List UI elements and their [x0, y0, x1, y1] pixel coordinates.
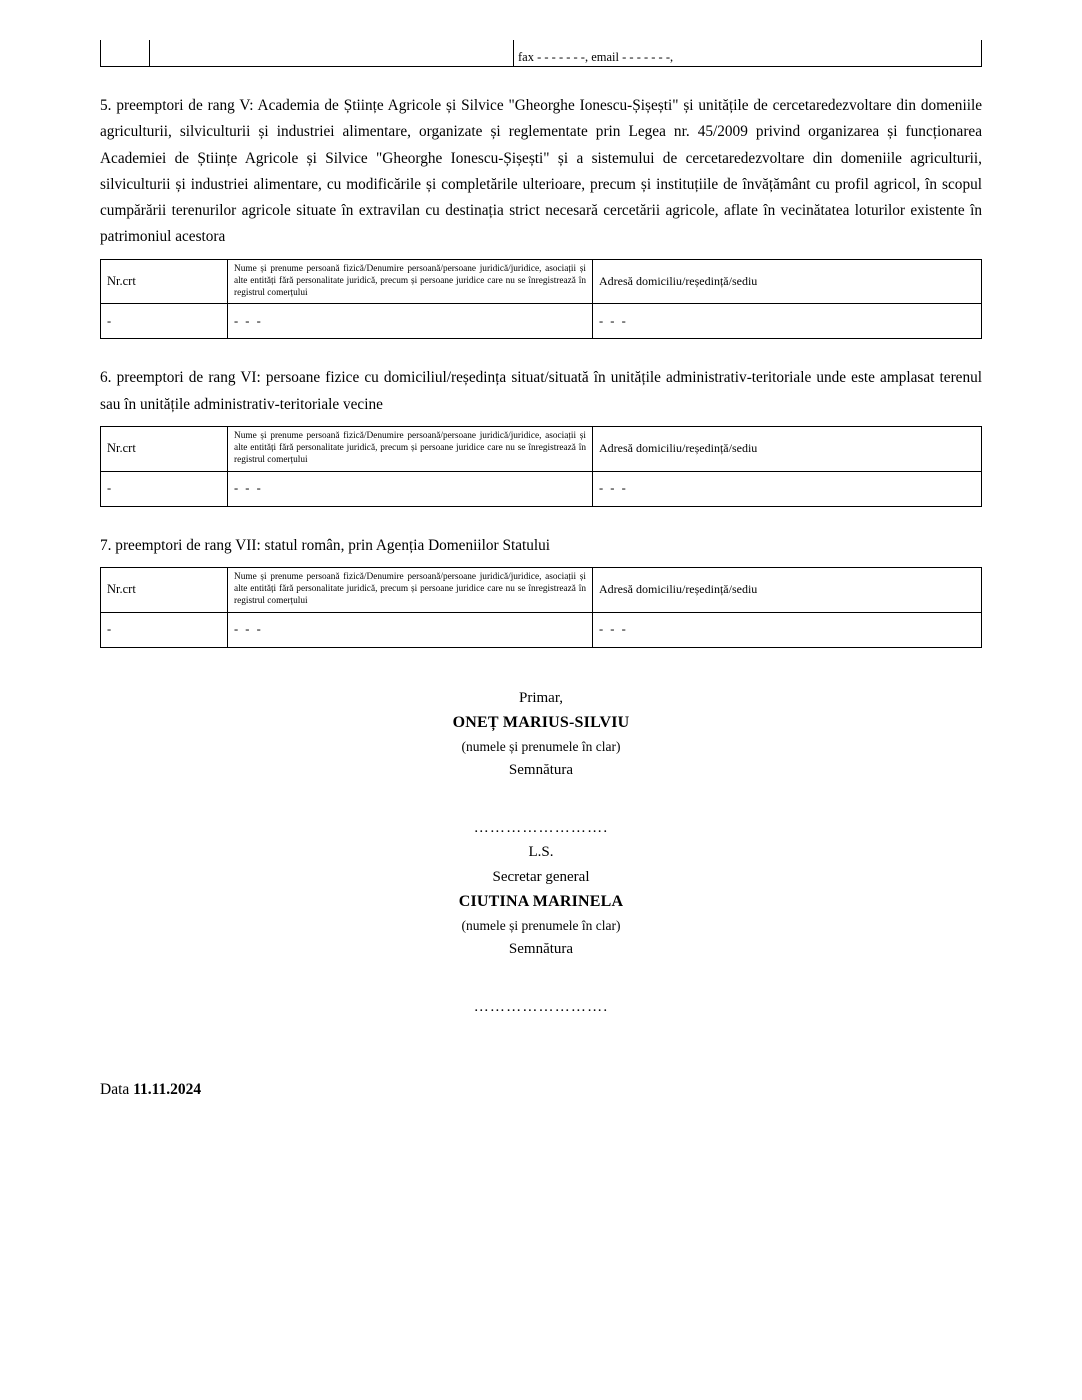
header-adresa: Adresă domiciliu/reședință/sediu	[593, 427, 982, 472]
secretar-label: Secretar general	[492, 868, 590, 885]
cell-nume: - - -	[228, 471, 593, 506]
header-nume-prenume: Nume și prenume persoană fizică/Denumire persoană/persoane juridică/juridice, asociații și alte entități fără personalitate juridică, precum și persoane juridice care nu se înregistrează în registrul comerțului	[228, 568, 593, 613]
table-row	[101, 471, 982, 506]
cell-adresa: - - -	[593, 612, 982, 647]
header-cell-contact: fax - - - - - - -, email - - - - - - -,	[514, 40, 982, 67]
table-header-row	[101, 259, 982, 304]
cell-nr: -	[101, 471, 228, 506]
primar-signature-dots: …………………….	[473, 820, 609, 837]
header-nume-prenume: Nume și prenume persoană fizică/Denumire persoană/persoane juridică/juridice, asociații și alte entități fără personalitate juridică, precum și persoane juridice care nu se înregistrează în registrul comerțului	[228, 259, 593, 304]
header-strip-table	[100, 40, 982, 67]
header-cell-empty-1	[101, 40, 150, 67]
table-preemptori-rang-vii	[100, 567, 982, 648]
date-label: Data	[100, 1081, 130, 1099]
primar-signature-label: Semnătura	[508, 761, 574, 778]
cell-nume: - - -	[228, 612, 593, 647]
header-nr-crt: Nr.crt	[101, 568, 228, 613]
table-row	[101, 40, 982, 67]
secretar-note: (numele și prenumele în clar)	[461, 917, 621, 933]
cell-adresa: - - -	[593, 304, 982, 339]
header-cell-empty-2	[150, 40, 514, 67]
section-text-rang-vii: 7. preemptori de rang VII: statul român, prin Agenția Domeniilor Statului	[100, 536, 551, 554]
secretar-name: CIUTINA MARINELA	[458, 892, 624, 910]
primar-note: (numele și prenumele în clar)	[461, 738, 621, 754]
spacer	[100, 782, 982, 816]
header-nr-crt: Nr.crt	[101, 259, 228, 304]
cell-adresa: - - -	[593, 471, 982, 506]
document-date	[100, 1081, 982, 1099]
table-preemptori-rang-vi	[100, 426, 982, 507]
header-adresa: Adresă domiciliu/reședință/sediu	[593, 259, 982, 304]
secretar-signature-label: Semnătura	[508, 940, 574, 957]
primar-name: ONEȚ MARIUS-SILVIU	[452, 713, 630, 731]
header-nr-crt: Nr.crt	[101, 427, 228, 472]
table-row	[101, 304, 982, 339]
ls-label: L.S.	[528, 844, 554, 861]
primar-label: Primar,	[519, 689, 563, 706]
date-value: 11.11.2024	[133, 1081, 202, 1099]
section-text-rang-v: 5. preemptori de rang V: Academia de Științe Agricole și Silvice "Gheorghe Ionescu-Șișești" și unitățile de cercetaredezvoltare din domeniile agriculturii, silviculturii și industriei alimentare, organizate și reglementate prin Legea nr. 45/2009 privind organizarea și funcționarea Academiei de Științe Agricole și Silvice "Gheorghe Ionescu-Șișești" și a sistemului de cercetaredezvoltare din domeniile agriculturii, silviculturii și industriei alimentare, cu modificările și completările ulterioare, precum și instituțiile de învățământ cu profil agricol, în scopul cumpărării terenurilor agricole situate în extravilan cu destinația strict necesară cercetării agricole, aflate în vecinătatea loturilor existente în patrimoniul acestora	[100, 97, 982, 246]
cell-nr: -	[101, 612, 228, 647]
secretar-signature-dots: …………………….	[473, 999, 609, 1015]
header-nume-prenume: Nume și prenume persoană fizică/Denumire persoană/persoane juridică/juridice, asociații și alte entități fără personalitate juridică, precum și persoane juridice care nu se înregistrează în registrul comerțului	[228, 427, 593, 472]
table-row	[101, 612, 982, 647]
table-preemptori-rang-v	[100, 259, 982, 340]
table-header-row	[101, 568, 982, 613]
header-adresa: Adresă domiciliu/reședință/sediu	[593, 568, 982, 613]
signature-block	[100, 686, 982, 1020]
cell-nume: - - -	[228, 304, 593, 339]
table-header-row	[101, 427, 982, 472]
cell-nr: -	[101, 304, 228, 339]
section-text-rang-vi: 6. preemptori de rang VI: persoane fizice cu domiciliul/reședința situat/situată în unitățile administrativ-teritoriale unde este amplasat terenul sau în unitățile administrativ-teritoriale vecine	[100, 369, 982, 413]
spacer	[100, 961, 982, 995]
